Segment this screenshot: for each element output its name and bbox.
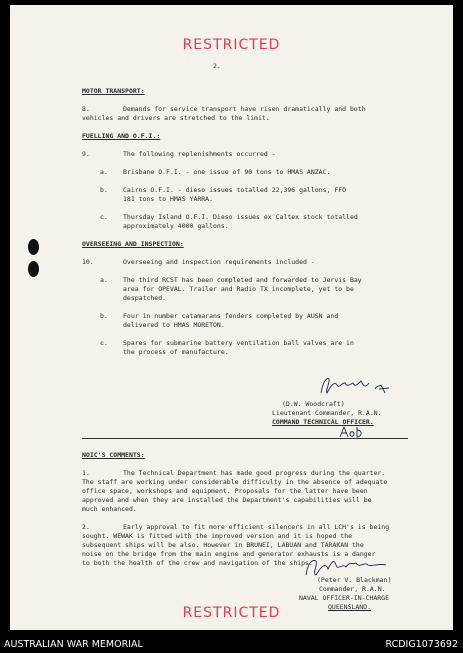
signatory-name: (Peter V. Blackman) — [317, 576, 392, 584]
archive-footer — [0, 636, 463, 653]
para-number: 8. — [82, 105, 90, 113]
section-heading-motor-transport: MOTOR TRANSPORT: — [82, 87, 145, 95]
page-number: 2. — [213, 62, 221, 70]
section-heading-overseeing: OVERSEEING AND INSPECTION: — [82, 240, 184, 248]
para-text: much enhanced. — [82, 505, 137, 513]
item-text: approximately 4000 gallons. — [123, 222, 229, 230]
handwritten-signature-1 — [315, 371, 395, 401]
item-label: c. — [100, 213, 108, 221]
para-text: approved and when they are installed the Department's capabilities will be — [82, 496, 372, 504]
item-text: delivered to HMAS MORETON. — [123, 321, 225, 329]
signatory-rank: Lieutenant Commander, R.A.N. — [272, 409, 382, 417]
para-number: 9. — [82, 150, 90, 158]
para-text: to both the health of the crew and navigation of the ships. — [82, 559, 313, 567]
para-number: 10. — [82, 258, 94, 266]
item-text: Brisbane O.F.I. - one issue of 90 tons to HMAS ANZAC. — [123, 168, 331, 176]
para-text: sought. WEWAK is fitted with the improved version and it is hoped the — [82, 532, 353, 540]
item-label: a. — [100, 168, 108, 176]
para-number: 2. — [82, 523, 90, 531]
document-page — [10, 5, 453, 630]
signatory-title: NAVAL OFFICER-IN-CHARGE — [299, 594, 390, 602]
binder-hole — [28, 239, 39, 255]
item-text: Four in number catamarans fenders completed by AUSN and — [123, 312, 339, 320]
para-text: noise on the bridge from the main engine and generator exhausts is a danger — [82, 550, 376, 558]
item-text: Spares for submarine battery ventilation ball valves are in — [123, 339, 354, 347]
item-text: the process of manufacture. — [123, 348, 229, 356]
para-text: The following replenishments occurred - — [123, 150, 276, 158]
para-text: The Technical Department has made good progress during the quarter. — [123, 469, 386, 477]
para-text: Demands for service transport have risen dramatically and both — [123, 105, 366, 113]
para-text: vehicles and drivers are stretched to the limit. — [82, 114, 270, 122]
binder-hole — [28, 261, 39, 277]
item-text: area for OPEVAL. Trailer and Radio TX incomplete, yet to be — [123, 285, 354, 293]
para-text: Early approval to fit more efficient silencers in all LCH's is being — [123, 523, 390, 531]
archive-name: AUSTRALIAN WAR MEMORIAL — [4, 639, 143, 650]
section-heading-comments: NOIC'S COMMENTS: — [82, 451, 145, 459]
para-text: subsequent ships will be also. However in BRUNEI, LABUAN and TARAKAN the — [82, 541, 364, 549]
item-label: a. — [100, 276, 108, 284]
section-heading-fuelling: FUELLING AND O.F.I.: — [82, 132, 161, 140]
item-label: b. — [100, 186, 108, 194]
item-label: c. — [100, 339, 108, 347]
item-label: b. — [100, 312, 108, 320]
classification-header: RESTRICTED — [182, 37, 281, 53]
classification-footer: RESTRICTED — [182, 605, 281, 621]
item-text: despatched. — [123, 294, 167, 302]
para-text: Overseeing and inspection requirements included - — [123, 258, 315, 266]
para-text: office space, workshops and equipment. Proposals for the latter have been — [82, 487, 368, 495]
signatory-rank: Commander, R.A.N. — [319, 585, 386, 593]
item-text: 181 tons to HMAS YARRA. — [123, 195, 214, 203]
section-divider — [82, 438, 408, 439]
signatory-title: COMMAND TECHNICAL OFFICER. — [272, 418, 374, 426]
item-text: Thursday Island O.F.I. Dieso issues ex Caltex stock totalled — [123, 213, 358, 221]
handwritten-annotation-aod — [338, 425, 364, 439]
item-text: Cairns O.F.I. - dieso issues totalled 22,396 gallons, FFO — [123, 186, 347, 194]
para-text: The staff are working under considerable difficulty in the absence of adequate — [82, 478, 388, 486]
archive-record-id: RCDIG1073692 — [385, 639, 458, 650]
signatory-location: QUEENSLAND. — [328, 603, 372, 611]
para-number: 1. — [82, 469, 90, 477]
item-text: The third RCST has been completed and forwarded to Jervis Bay — [123, 276, 362, 284]
signatory-name: (D.W. Woodcraft) — [282, 400, 345, 408]
